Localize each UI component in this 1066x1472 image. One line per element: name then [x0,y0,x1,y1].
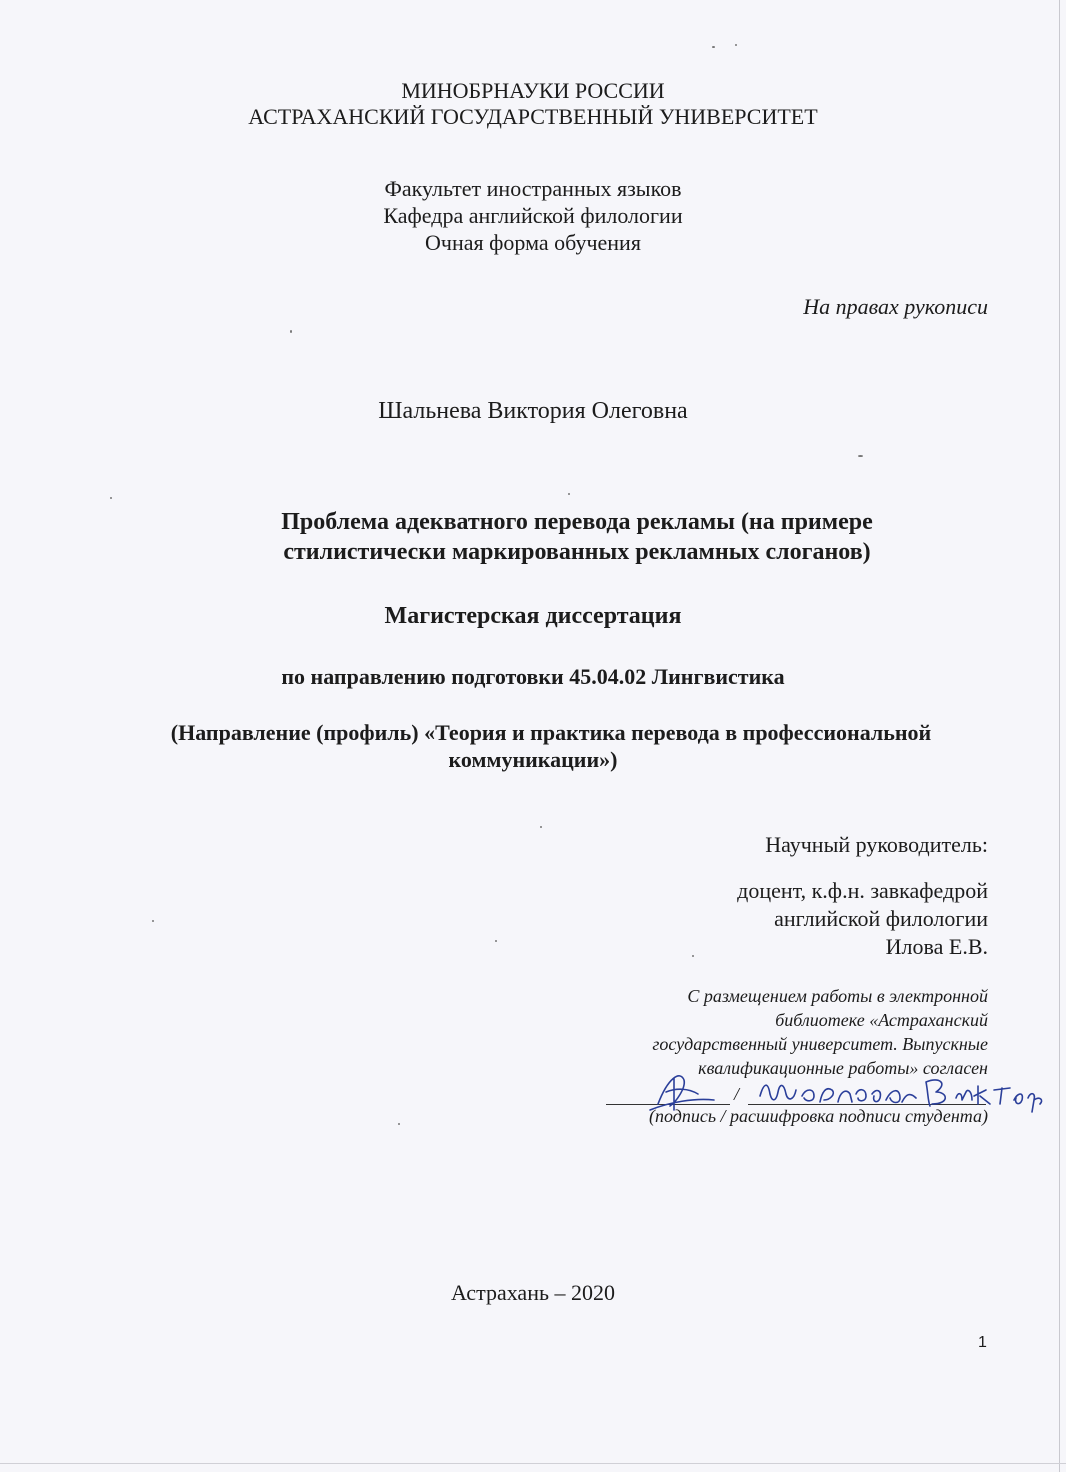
signature-slash: / [734,1084,740,1104]
profile-line2: коммуникации») [448,747,618,772]
supervisor-name: Илова Е.В. [885,934,988,959]
manuscript-note: На правах рукописи [803,294,988,319]
consent-line4: квалификационные работы» согласен [698,1058,988,1078]
scan-speck [735,44,737,46]
faculty-name: Факультет иностранных языков [384,176,682,201]
scan-speck [110,497,112,499]
consent-line2: библиотеке «Астраханский [775,1010,988,1030]
city-year: Астрахань – 2020 [450,1280,616,1305]
scan-speck [152,920,154,922]
supervisor-position-line1: доцент, к.ф.н. завкафедрой [737,878,988,903]
supervisor-position-line2: английской филологии [774,906,988,931]
scan-speck [290,330,292,333]
thesis-title-line2: стилистически маркированных рекламных слоганов) [283,539,871,565]
study-form: Очная форма обучения [425,230,641,255]
training-direction: по направлению подготовки 45.04.02 Лингвистика [281,664,785,689]
consent-line1: С размещением работы в электронной [687,986,988,1006]
profile-line1: (Направление (профиль) «Теория и практика перевода в профессиональной [170,720,932,745]
scan-speck [858,455,863,457]
page-number: 1 [978,1334,987,1351]
scan-speck [568,493,570,495]
department-name: Кафедра английской филологии [383,203,683,228]
page-edge-bottom [0,1463,1066,1464]
thesis-type: Магистерская диссертация [384,603,682,629]
thesis-title-line1: Проблема адекватного перевода рекламы (на примере [281,509,873,535]
university-name: АСТРАХАНСКИЙ ГОСУДАРСТВЕННЫЙ УНИВЕРСИТЕТ [248,104,818,129]
scan-speck [398,1123,400,1125]
author-name: Шальнева Виктория Олеговна [378,398,688,424]
scan-speck [712,46,715,48]
supervisor-label: Научный руководитель: [765,832,988,857]
signature-caption: (подпись / расшифровка подписи студента) [649,1106,988,1126]
scan-speck [495,940,497,942]
ministry-name: МИНОБРНАУКИ РОССИИ [401,78,665,103]
scan-speck [540,826,542,828]
consent-line3: государственный университет. Выпускные [652,1034,988,1054]
scan-speck [692,955,694,957]
handwritten-signature [610,1058,1050,1138]
